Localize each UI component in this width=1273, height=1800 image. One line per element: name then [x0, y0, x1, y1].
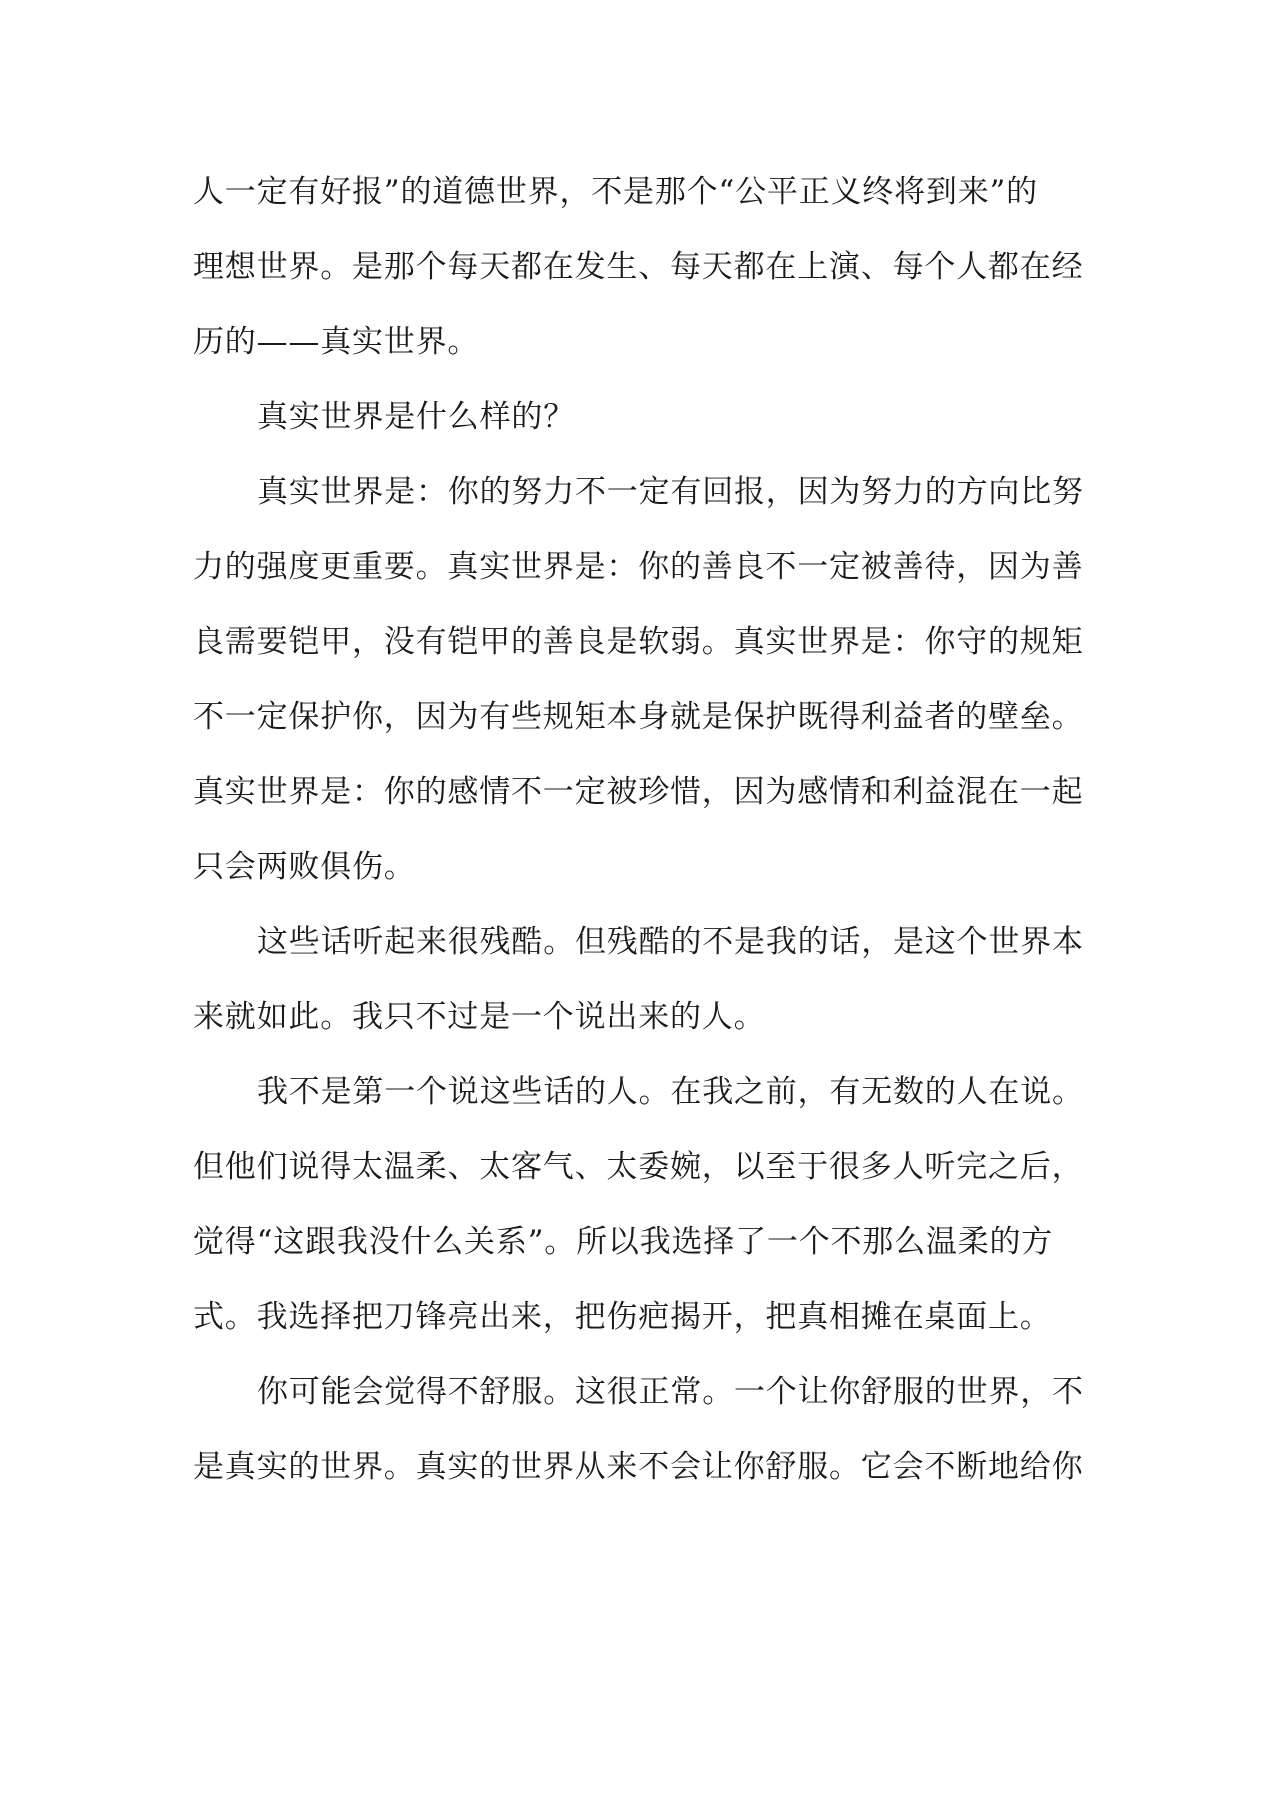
text-line: 觉得“这跟我没什么关系”。所以我选择了一个不那么温柔的方: [193, 1224, 1054, 1260]
text-line: 不一定保护你，因为有些规矩本身就是保护既得利益者的壁垒。: [193, 699, 1084, 735]
text-line: 真实世界是什么样的？: [257, 399, 575, 435]
text-line: 真实世界是：你的感情不一定被珍惜，因为感情和利益混在一起: [193, 774, 1084, 810]
text-line: 是真实的世界。真实的世界从来不会让你舒服。它会不断地给你: [193, 1449, 1084, 1485]
text-line: 真实世界是：你的努力不一定有回报，因为努力的方向比努: [257, 474, 1084, 510]
text-line: 来就如此。我只不过是一个说出来的人。: [193, 999, 766, 1035]
text-line: 你可能会觉得不舒服。这很正常。一个让你舒服的世界，不: [257, 1374, 1084, 1410]
text-line: 历的——真实世界。: [193, 324, 480, 360]
text-line: 只会两败俱伤。: [193, 849, 416, 885]
text-line: 良需要铠甲，没有铠甲的善良是软弱。真实世界是：你守的规矩: [193, 624, 1084, 660]
text-line: 理想世界。是那个每天都在发生、每天都在上演、每个人都在经: [193, 249, 1084, 285]
text-line: 人一定有好报”的道德世界，不是那个“公平正义终将到来”的: [193, 174, 1038, 210]
text-line: 我不是第一个说这些话的人。在我之前，有无数的人在说。: [257, 1074, 1084, 1110]
text-line: 但他们说得太温柔、太客气、太委婉，以至于很多人听完之后，: [193, 1149, 1084, 1185]
body-text: [193, 168, 1093, 1518]
text-line: 式。我选择把刀锋亮出来，把伤疤揭开，把真相摊在桌面上。: [193, 1299, 1052, 1335]
text-line: 这些话听起来很残酷。但残酷的不是我的话，是这个世界本: [257, 924, 1084, 960]
text-line: 力的强度更重要。真实世界是：你的善良不一定被善待，因为善: [193, 549, 1084, 585]
